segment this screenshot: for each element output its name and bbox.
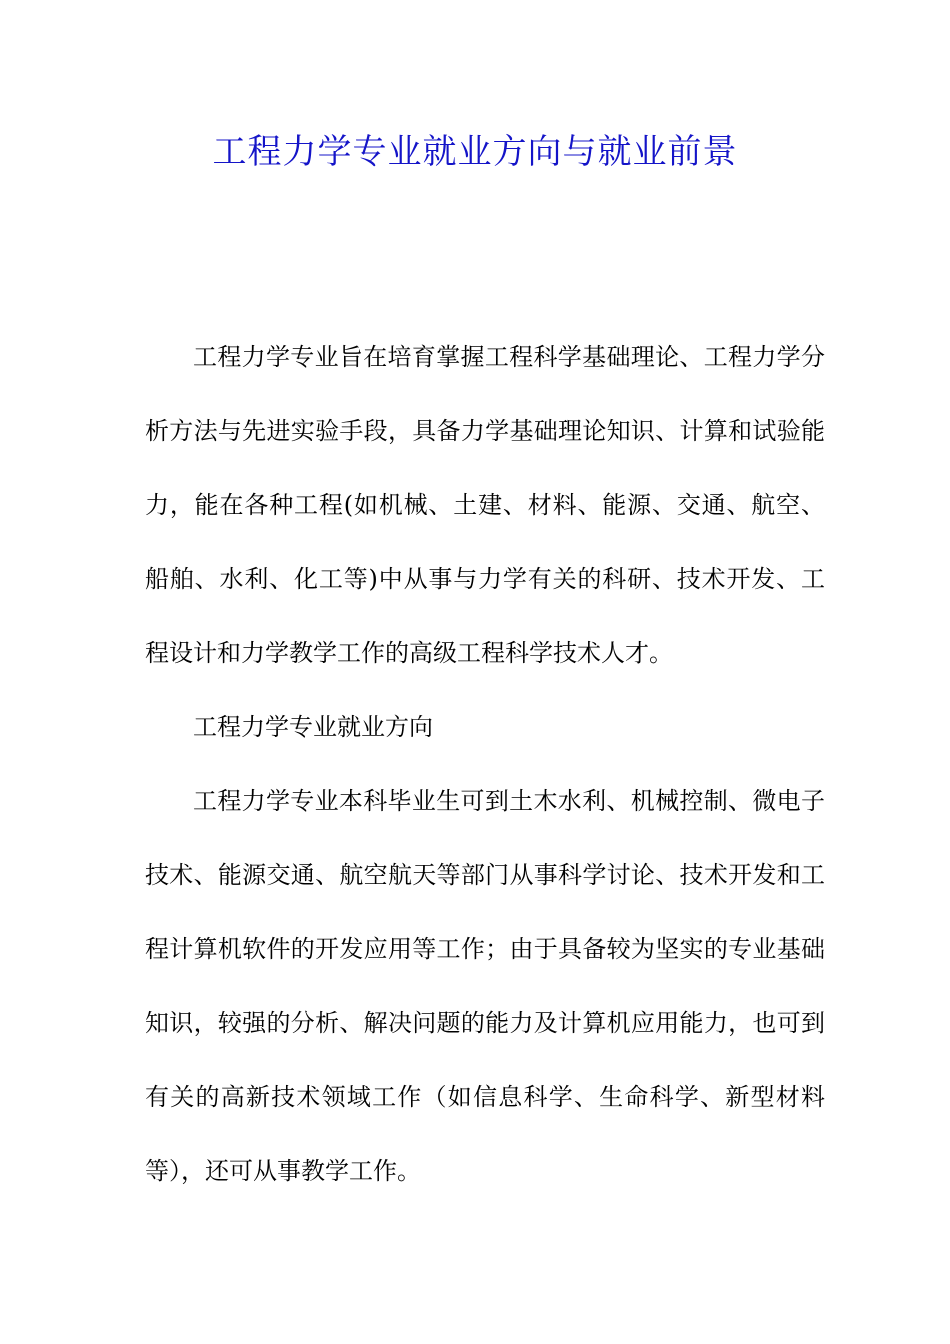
document-title: 工程力学专业就业方向与就业前景 xyxy=(212,132,738,172)
section-heading-career-direction: 工程力学专业就业方向 xyxy=(193,713,433,741)
document-body xyxy=(145,320,825,1208)
paragraph-intro: 工程力学专业旨在培育掌握工程科学基础理论、工程力学分析方法与先进实验手段，具备力学基础理论知识、计算和试验能力，能在各种工程(如机械、土建、材料、能源、交通、航空、船舶、水利、化工等)中从事与力学有关的科研、技术开发、工程设计和力学教学工作的高级工程科学技术人才。 xyxy=(145,343,825,667)
paragraph-career-direction: 工程力学专业本科毕业生可到土木水利、机械控制、微电子技术、能源交通、航空航天等部门从事科学讨论、技术开发和工程计算机软件的开发应用等工作；由于具备较为坚实的专业基础知识，较强的分析、解决问题的能力及计算机应用能力，也可到有关的高新技术领域工作（如信息科学、生命科学、新型材料等），还可从事教学工作。 xyxy=(145,787,825,1185)
